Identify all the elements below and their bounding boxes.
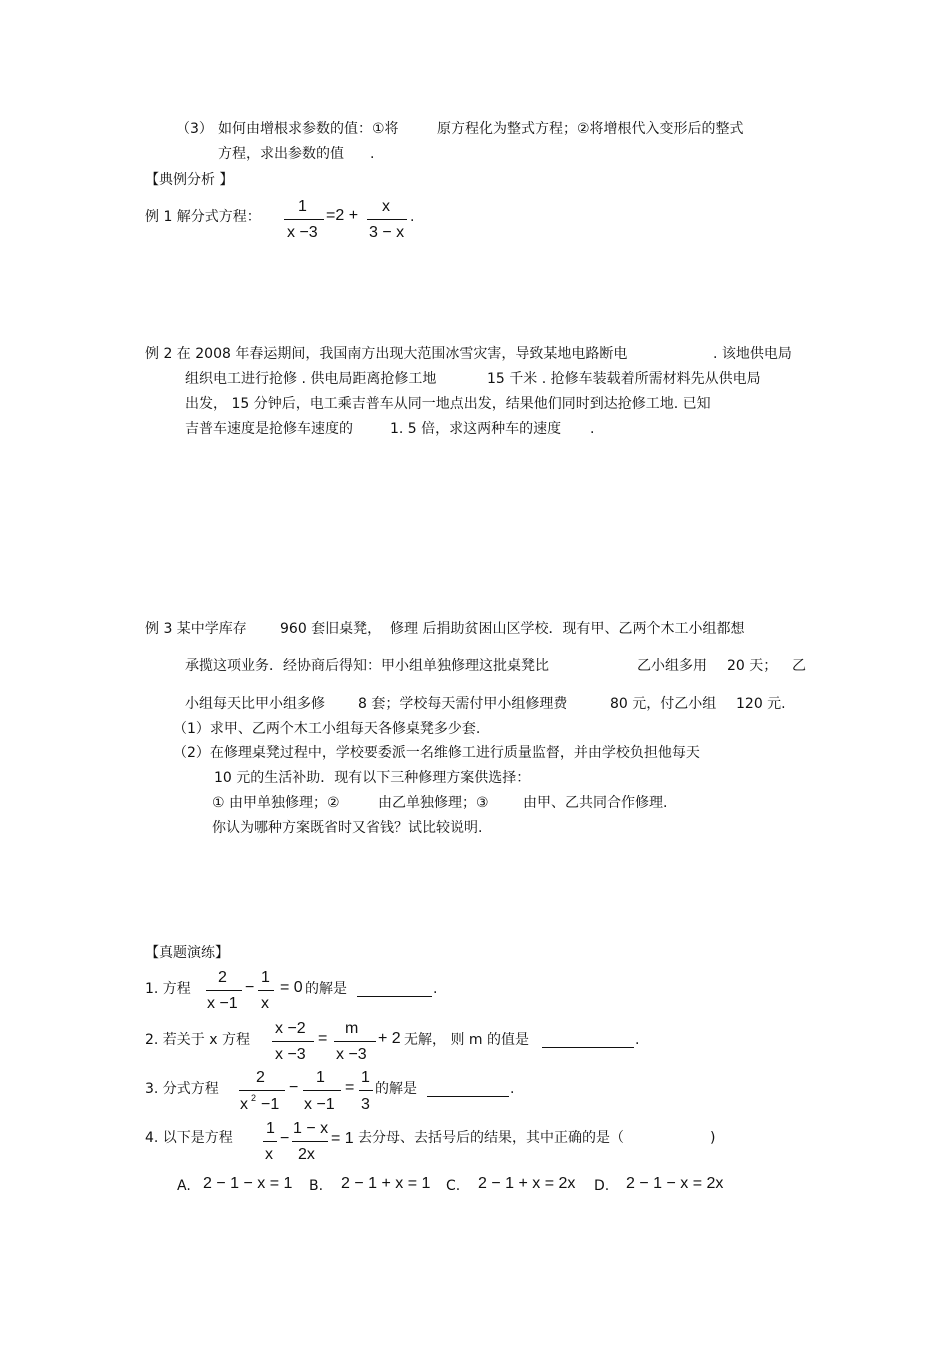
ex3-options-c: 由甲、乙共同合作修理. [523,795,668,811]
ex3-question2: （2）在修理桌凳过程中，学校要委派一名维修工进行质量监督，并由学校负担他每天 [173,745,700,761]
p2-frac1-den: x −3 [275,1046,306,1063]
p3-answer-blank[interactable] [427,1096,509,1097]
p4-choice-b-expr[interactable]: 2 − 1 + x = 1 [341,1175,431,1192]
ex3-line1c: 修理 后捐助贫困山区学校．现有甲、乙两个木工小组都想 [390,621,745,637]
p2-frac1-num: x −2 [275,1020,306,1037]
point3-line2-end: . [370,146,375,162]
p3-frac3-num: 1 [361,1069,370,1086]
p3-frac1-bar [239,1090,285,1091]
p1-label: 1. 方程 [145,981,191,997]
p3-frac2-bar [303,1090,341,1091]
p3-frac1-den-a: x [240,1096,248,1113]
p2-eq: = [318,1030,328,1047]
point3-number: （3） [176,121,213,137]
p2-frac1-bar [272,1041,314,1042]
p4-choice-c-expr[interactable]: 2 − 1 + x = 2x [478,1175,576,1192]
ex3-line1b: 960 套旧桌凳， [280,621,382,637]
p2-frac2-bar [334,1041,376,1042]
p4-choice-d-label[interactable]: D. [594,1178,610,1194]
p4-choice-b-label[interactable]: B. [309,1178,324,1194]
p1-frac1-num: 2 [218,969,227,986]
p4-choice-c-label[interactable]: C. [446,1178,461,1194]
section-typical-examples: 【典例分析 】 [145,172,234,188]
ex3-question1: （1）求甲、乙两个木工小组每天各修桌凳多少套. [173,721,481,737]
ex1-frac1-num: 1 [298,198,307,215]
ex2-line4a: 吉普车速度是抢修车速度的 [185,421,353,437]
p4-frac1-den: x [265,1146,273,1163]
ex1-frac2-bar [367,219,407,220]
p3-frac2-den: x −1 [304,1096,335,1113]
point3-line1b: 原方程化为整式方程；②将增根代入变形后的整式 [437,121,744,137]
p4-frac2-num: 1 − x [293,1120,329,1137]
ex3-options-b: 由乙单独修理；③ [378,795,489,811]
p3-frac3-den: 3 [361,1096,370,1113]
p4-minus: − [280,1130,290,1147]
ex3-options-a: ① 由甲单独修理；② [212,795,340,811]
p1-frac1-bar [206,990,242,991]
p4-frac1-bar [263,1141,277,1142]
ex2-line3: 出发， 15 分钟后，电工乘吉普车从同一地点出发，结果他们同时到达抢修工地. 已知 [185,396,711,412]
ex3-line3a: 小组每天比甲小组多修 [185,696,325,712]
point3-line1: 如何由增根求参数的值：①将 [218,121,399,137]
p2-end: . [635,1032,640,1048]
p2-label: 2. 若关于 x 方程 [145,1032,250,1048]
ex2-line4b: 1. 5 倍，求这两种车的速度 [390,421,562,437]
p1-frac1-den: x −1 [207,995,238,1012]
ex2-line2a: 组织电工进行抢修 . 供电局距离抢修工地 [185,371,437,387]
p4-eq: = 1 [331,1130,354,1147]
ex3-ask: 你认为哪种方案既省时又省钱？试比较说明. [212,820,483,836]
p3-label: 3. 分式方程 [145,1081,219,1097]
ex1-frac1-bar [284,219,324,220]
p4-choice-a-label[interactable]: A. [177,1178,191,1194]
ex3-line3c: 80 元，付乙小组 [610,696,717,712]
p1-eq: = 0 [280,979,303,996]
ex1-frac1-den: x −3 [287,224,318,241]
p3-frac1-den-sup: 2 [251,1093,257,1103]
p1-frac2-den: x [261,995,269,1012]
ex3-line2c: 20 天； [727,658,778,674]
ex1-label: 例 1 解分式方程： [145,209,261,225]
ex3-line2d: 乙 [792,658,806,674]
ex2-line4c: . [590,421,595,437]
ex3-line1a: 例 3 某中学库存 [145,621,247,637]
p4-choice-d-expr[interactable]: 2 − 1 − x = 2x [626,1175,724,1192]
p2-frac2-den: x −3 [336,1046,367,1063]
p4-choice-a-expr[interactable]: 2 − 1 − x = 1 [203,1175,293,1192]
p1-tail: 的解是 [305,981,347,997]
p2-tail: 无解， 则 m 的值是 [404,1032,529,1048]
section-practice: 【真题演练】 [145,945,229,961]
p2-frac2-num: m [345,1020,359,1037]
ex3-line3b: 8 套；学校每天需付甲小组修理费 [358,696,568,712]
p1-end: . [433,981,438,997]
p1-frac2-bar [258,990,274,991]
p3-tail: 的解是 [375,1081,417,1097]
ex1-end: . [410,209,415,225]
ex3-line2b: 乙小组多用 [637,658,707,674]
p4-frac1-num: 1 [266,1120,275,1137]
p1-frac2-num: 1 [261,969,270,986]
p3-minus: − [289,1079,299,1096]
ex3-line2a: 承揽这项业务．经协商后得知：甲小组单独修理这批桌凳比 [185,658,549,674]
p3-end: . [510,1081,515,1097]
p1-minus: − [245,979,255,996]
point3-line2: 方程，求出参数的值 [218,146,344,162]
p4-frac2-den: 2x [298,1146,315,1163]
p4-frac2-bar [292,1141,328,1142]
ex1-frac2-den: 3 − x [369,224,405,241]
p4-close-paren: ) [710,1130,716,1146]
p2-answer-blank[interactable] [542,1047,634,1048]
ex2-line1b: . 该地供电局 [713,346,792,362]
ex1-frac2-num: x [382,198,390,215]
p1-answer-blank[interactable] [357,996,432,997]
ex3-question2b: 10 元的生活补助．现有以下三种修理方案供选择： [214,770,531,786]
p2-plus: + 2 [378,1030,401,1047]
p3-frac2-num: 1 [316,1069,325,1086]
p4-label: 4. 以下是方程 [145,1130,233,1146]
p4-tail: 去分母、去括号后的结果，其中正确的是（ [358,1130,624,1146]
p3-eq: = [345,1079,355,1096]
p3-frac3-bar [359,1090,373,1091]
ex1-eq: =2 + [326,207,359,224]
ex2-line2b: 15 千米 . 抢修车装载着所需材料先从供电局 [487,371,761,387]
ex2-line1a: 例 2 在 2008 年春运期间，我国南方出现大范围冰雪灾害，导致某地电路断电 [145,346,628,362]
p3-frac1-den-b: −1 [261,1096,280,1113]
p3-frac1-num: 2 [256,1069,265,1086]
ex3-line3d: 120 元. [736,696,786,712]
